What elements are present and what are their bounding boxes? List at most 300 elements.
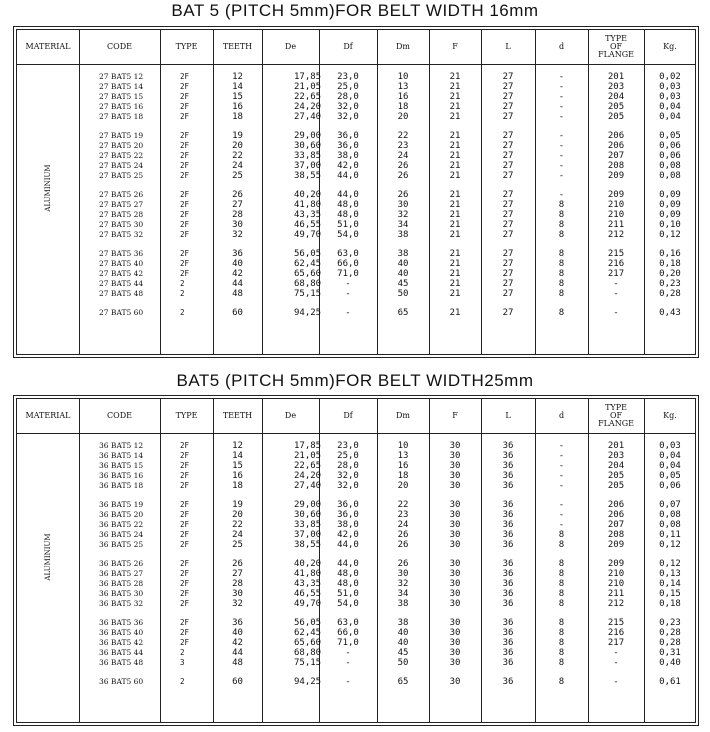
d-cell: - — [558, 131, 565, 141]
spec-table — [13, 395, 699, 726]
teeth-cell: 20 — [232, 510, 243, 520]
teeth-cell: 12 — [232, 441, 243, 451]
de-cell: 33,85 — [294, 520, 322, 530]
kg-cell: 0,28 — [659, 628, 681, 638]
type-cell: 2F — [180, 112, 190, 121]
l-cell: 36 — [502, 569, 514, 579]
f-cell: 30 — [449, 569, 461, 579]
f-cell: 21 — [449, 171, 461, 181]
kg-cell: 0,15 — [659, 589, 681, 599]
d-cell: - — [558, 82, 565, 92]
dm-cell: 13 — [397, 82, 409, 92]
l-cell: 36 — [502, 451, 514, 461]
flange-cell: 206 — [607, 141, 625, 151]
d-cell: 8 — [558, 230, 565, 240]
code-cell: 36 BAT5 40 — [99, 628, 144, 637]
de-cell: 37,00 — [294, 530, 322, 540]
flange-cell: 206 — [607, 131, 625, 141]
column-header: De — [284, 42, 297, 51]
table-title: BAT5 (PITCH 5mm)FOR BELT WIDTH25mm — [176, 371, 534, 390]
df-cell: 28,0 — [337, 92, 359, 102]
kg-cell: 0,03 — [659, 92, 681, 102]
l-cell: 36 — [502, 471, 514, 481]
d-cell: 8 — [558, 599, 565, 609]
l-cell: 27 — [502, 289, 514, 299]
code-cell: 27 BAT5 44 — [99, 279, 144, 288]
df-cell: 66,0 — [337, 628, 359, 638]
df-cell: 32,0 — [337, 471, 359, 481]
type-cell: 2F — [180, 190, 190, 199]
d-cell: 8 — [558, 589, 565, 599]
df-cell: 44,0 — [337, 171, 359, 181]
de-cell: 30,60 — [294, 141, 322, 151]
code-cell: 27 BAT5 25 — [99, 171, 144, 180]
flange-cell: 201 — [607, 72, 625, 82]
de-cell: 56,05 — [294, 249, 322, 259]
code-cell: 36 BAT5 36 — [99, 618, 144, 627]
l-cell: 27 — [502, 72, 514, 82]
teeth-cell: 42 — [232, 638, 243, 648]
d-cell: - — [558, 151, 565, 161]
l-cell: 36 — [502, 441, 514, 451]
type-cell: 2F — [180, 102, 190, 111]
d-cell: 8 — [558, 210, 565, 220]
column-header: L — [505, 411, 511, 420]
d-cell: 8 — [558, 279, 565, 289]
teeth-cell: 19 — [232, 131, 243, 141]
de-cell: 65,60 — [294, 638, 322, 648]
df-cell: 23,0 — [337, 72, 359, 82]
d-cell: - — [558, 500, 565, 510]
code-cell: 36 BAT5 19 — [99, 500, 144, 509]
teeth-cell: 36 — [232, 618, 243, 628]
teeth-cell: 14 — [232, 82, 243, 92]
df-cell: - — [345, 677, 351, 687]
flange-cell: 208 — [607, 530, 625, 540]
code-cell: 27 BAT5 14 — [99, 82, 144, 91]
type-cell: 3 — [180, 658, 185, 667]
flange-cell: 210 — [607, 579, 625, 589]
kg-cell: 0,12 — [659, 559, 681, 569]
column-header: Dm — [396, 42, 410, 51]
code-cell: 27 BAT5 42 — [99, 269, 144, 278]
kg-cell: 0,18 — [659, 259, 681, 269]
column-divider — [644, 30, 645, 354]
flange-cell: 217 — [607, 269, 625, 279]
column-header: d — [558, 42, 565, 51]
dm-cell: 26 — [397, 540, 409, 550]
df-cell: 71,0 — [337, 269, 359, 279]
dm-cell: 34 — [397, 589, 409, 599]
dm-cell: 26 — [397, 171, 409, 181]
dm-cell: 65 — [397, 677, 409, 687]
code-cell: 36 BAT5 16 — [99, 471, 144, 480]
f-cell: 21 — [449, 289, 461, 299]
kg-cell: 0,40 — [659, 658, 681, 668]
flange-cell: 204 — [607, 461, 625, 471]
kg-cell: 0,23 — [659, 279, 681, 289]
dm-cell: 40 — [397, 628, 409, 638]
de-cell: 22,65 — [294, 461, 322, 471]
kg-cell: 0,12 — [659, 540, 681, 550]
dm-cell: 16 — [397, 461, 409, 471]
kg-cell: 0,08 — [659, 161, 681, 171]
flange-cell: 205 — [607, 112, 625, 122]
l-cell: 36 — [502, 677, 514, 687]
dm-cell: 23 — [397, 510, 409, 520]
kg-cell: 0,07 — [659, 500, 681, 510]
f-cell: 30 — [449, 461, 461, 471]
flange-cell: 217 — [607, 638, 625, 648]
de-cell: 33,85 — [294, 151, 322, 161]
dm-cell: 24 — [397, 520, 409, 530]
df-cell: 42,0 — [337, 161, 359, 171]
material-label: ALUMINIUM — [44, 164, 52, 212]
code-cell: 27 BAT5 20 — [99, 141, 144, 150]
teeth-cell: 30 — [232, 589, 243, 599]
dm-cell: 45 — [397, 279, 409, 289]
code-cell: 27 BAT5 60 — [99, 308, 144, 317]
d-cell: 8 — [558, 559, 565, 569]
l-cell: 36 — [502, 648, 514, 658]
kg-cell: 0,23 — [659, 618, 681, 628]
f-cell: 30 — [449, 441, 461, 451]
l-cell: 36 — [502, 461, 514, 471]
l-cell: 36 — [502, 559, 514, 569]
column-header: TYPE OF FLANGE — [598, 403, 634, 428]
dm-cell: 24 — [397, 151, 409, 161]
l-cell: 36 — [502, 618, 514, 628]
de-cell: 29,00 — [294, 131, 322, 141]
type-cell: 2F — [180, 131, 190, 140]
kg-cell: 0,20 — [659, 269, 681, 279]
f-cell: 30 — [449, 540, 461, 550]
de-cell: 65,60 — [294, 269, 322, 279]
df-cell: 48,0 — [337, 200, 359, 210]
kg-cell: 0,05 — [659, 471, 681, 481]
f-cell: 21 — [449, 151, 461, 161]
l-cell: 36 — [502, 530, 514, 540]
de-cell: 37,00 — [294, 161, 322, 171]
df-cell: 36,0 — [337, 131, 359, 141]
d-cell: - — [558, 72, 565, 82]
d-cell: 8 — [558, 269, 565, 279]
column-divider — [262, 30, 263, 354]
column-header: CODE — [107, 411, 132, 420]
d-cell: 8 — [558, 289, 565, 299]
code-cell: 27 BAT5 16 — [99, 102, 144, 111]
dm-cell: 20 — [397, 481, 409, 491]
column-divider — [588, 30, 589, 354]
kg-cell: 0,04 — [659, 451, 681, 461]
d-cell: - — [558, 510, 565, 520]
f-cell: 30 — [449, 530, 461, 540]
kg-cell: 0,03 — [659, 82, 681, 92]
column-header: Df — [343, 411, 353, 420]
dm-cell: 26 — [397, 530, 409, 540]
type-cell: 2F — [180, 500, 190, 509]
type-cell: 2F — [180, 269, 190, 278]
df-cell: 36,0 — [337, 510, 359, 520]
dm-cell: 45 — [397, 648, 409, 658]
f-cell: 21 — [449, 161, 461, 171]
column-divider — [79, 399, 80, 722]
df-cell: 48,0 — [337, 579, 359, 589]
l-cell: 27 — [502, 259, 514, 269]
d-cell: 8 — [558, 579, 565, 589]
l-cell: 27 — [502, 131, 514, 141]
de-cell: 49,70 — [294, 599, 322, 609]
de-cell: 21,05 — [294, 82, 322, 92]
kg-cell: 0,43 — [659, 308, 681, 318]
type-cell: 2F — [180, 259, 190, 268]
code-cell: 27 BAT5 24 — [99, 161, 144, 170]
l-cell: 36 — [502, 589, 514, 599]
kg-cell: 0,04 — [659, 112, 681, 122]
teeth-cell: 28 — [232, 210, 243, 220]
d-cell: - — [558, 471, 565, 481]
df-cell: - — [345, 658, 351, 668]
code-cell: 27 BAT5 36 — [99, 249, 144, 258]
l-cell: 27 — [502, 200, 514, 210]
teeth-cell: 44 — [232, 279, 243, 289]
d-cell: - — [558, 520, 565, 530]
l-cell: 27 — [502, 82, 514, 92]
type-cell: 2F — [180, 441, 190, 450]
type-cell: 2F — [180, 628, 190, 637]
d-cell: - — [558, 161, 565, 171]
f-cell: 21 — [449, 230, 461, 240]
f-cell: 21 — [449, 82, 461, 92]
teeth-cell: 27 — [232, 200, 243, 210]
code-cell: 36 BAT5 48 — [99, 658, 144, 667]
l-cell: 27 — [502, 308, 514, 318]
type-cell: 2F — [180, 510, 190, 519]
teeth-cell: 60 — [232, 677, 243, 687]
l-cell: 36 — [502, 481, 514, 491]
f-cell: 30 — [449, 579, 461, 589]
code-cell: 27 BAT5 40 — [99, 259, 144, 268]
f-cell: 21 — [449, 249, 461, 259]
teeth-cell: 32 — [232, 230, 243, 240]
code-cell: 27 BAT5 22 — [99, 151, 144, 160]
kg-cell: 0,08 — [659, 510, 681, 520]
kg-cell: 0,10 — [659, 220, 681, 230]
teeth-cell: 18 — [232, 481, 243, 491]
l-cell: 27 — [502, 112, 514, 122]
de-cell: 27,40 — [294, 481, 322, 491]
l-cell: 27 — [502, 220, 514, 230]
teeth-cell: 22 — [232, 151, 243, 161]
kg-cell: 0,14 — [659, 579, 681, 589]
l-cell: 27 — [502, 171, 514, 181]
teeth-cell: 14 — [232, 451, 243, 461]
type-cell: 2F — [180, 451, 190, 460]
f-cell: 30 — [449, 471, 461, 481]
l-cell: 36 — [502, 638, 514, 648]
flange-cell: 207 — [607, 520, 625, 530]
kg-cell: 0,04 — [659, 461, 681, 471]
column-header: Dm — [396, 411, 410, 420]
dm-cell: 18 — [397, 471, 409, 481]
de-cell: 17,85 — [294, 72, 322, 82]
df-cell: 48,0 — [337, 569, 359, 579]
df-cell: 63,0 — [337, 249, 359, 259]
flange-cell: 212 — [607, 599, 625, 609]
column-divider — [377, 30, 378, 354]
d-cell: 8 — [558, 308, 565, 318]
teeth-cell: 27 — [232, 569, 243, 579]
code-cell: 27 BAT5 27 — [99, 200, 144, 209]
flange-cell: 201 — [607, 441, 625, 451]
dm-cell: 10 — [397, 72, 409, 82]
de-cell: 46,55 — [294, 589, 322, 599]
code-cell: 27 BAT5 12 — [99, 72, 144, 81]
d-cell: 8 — [558, 648, 565, 658]
dm-cell: 18 — [397, 102, 409, 112]
d-cell: 8 — [558, 530, 565, 540]
teeth-cell: 25 — [232, 171, 243, 181]
teeth-cell: 20 — [232, 141, 243, 151]
code-cell: 36 BAT5 26 — [99, 559, 144, 568]
dm-cell: 13 — [397, 451, 409, 461]
teeth-cell: 15 — [232, 461, 243, 471]
kg-cell: 0,12 — [659, 230, 681, 240]
de-cell: 41,80 — [294, 200, 322, 210]
teeth-cell: 19 — [232, 500, 243, 510]
flange-cell: - — [613, 279, 619, 289]
kg-cell: 0,08 — [659, 171, 681, 181]
dm-cell: 10 — [397, 441, 409, 451]
flange-cell: 211 — [607, 220, 625, 230]
de-cell: 29,00 — [294, 500, 322, 510]
type-cell: 2 — [180, 677, 185, 686]
flange-cell: - — [613, 308, 619, 318]
de-cell: 46,55 — [294, 220, 322, 230]
d-cell: 8 — [558, 220, 565, 230]
type-cell: 2F — [180, 559, 190, 568]
code-cell: 27 BAT5 48 — [99, 289, 144, 298]
dm-cell: 50 — [397, 289, 409, 299]
type-cell: 2F — [180, 481, 190, 490]
teeth-cell: 40 — [232, 628, 243, 638]
df-cell: 36,0 — [337, 500, 359, 510]
code-cell: 36 BAT5 28 — [99, 579, 144, 588]
flange-cell: 206 — [607, 510, 625, 520]
code-cell: 36 BAT5 12 — [99, 441, 144, 450]
kg-cell: 0,18 — [659, 599, 681, 609]
df-cell: 51,0 — [337, 220, 359, 230]
teeth-cell: 44 — [232, 648, 243, 658]
d-cell: 8 — [558, 618, 565, 628]
flange-cell: 209 — [607, 171, 625, 181]
dm-cell: 22 — [397, 500, 409, 510]
df-cell: 25,0 — [337, 82, 359, 92]
kg-cell: 0,06 — [659, 151, 681, 161]
teeth-cell: 60 — [232, 308, 243, 318]
code-cell: 36 BAT5 22 — [99, 520, 144, 529]
table-title: BAT 5 (PITCH 5mm)FOR BELT WIDTH 16mm — [171, 1, 539, 20]
df-cell: 32,0 — [337, 481, 359, 491]
column-header: Kg. — [663, 411, 677, 420]
d-cell: - — [558, 171, 565, 181]
de-cell: 94,25 — [294, 677, 322, 687]
d-cell: 8 — [558, 259, 565, 269]
type-cell: 2F — [180, 638, 190, 647]
df-cell: 38,0 — [337, 520, 359, 530]
column-divider — [160, 399, 161, 722]
de-cell: 17,85 — [294, 441, 322, 451]
de-cell: 75,15 — [294, 289, 322, 299]
de-cell: 21,05 — [294, 451, 322, 461]
kg-cell: 0,31 — [659, 648, 681, 658]
type-cell: 2 — [180, 308, 185, 317]
type-cell: 2 — [180, 279, 185, 288]
column-divider — [79, 30, 80, 354]
l-cell: 36 — [502, 628, 514, 638]
column-divider — [262, 399, 263, 722]
code-cell: 36 BAT5 60 — [99, 677, 144, 686]
type-cell: 2F — [180, 530, 190, 539]
df-cell: - — [345, 308, 351, 318]
column-header: TYPE — [175, 411, 198, 420]
l-cell: 27 — [502, 102, 514, 112]
l-cell: 36 — [502, 540, 514, 550]
flange-cell: 212 — [607, 230, 625, 240]
teeth-cell: 26 — [232, 559, 243, 569]
dm-cell: 20 — [397, 112, 409, 122]
dm-cell: 32 — [397, 579, 409, 589]
column-divider — [535, 30, 536, 354]
code-cell: 36 BAT5 20 — [99, 510, 144, 519]
f-cell: 30 — [449, 520, 461, 530]
de-cell: 62,45 — [294, 259, 322, 269]
flange-cell: - — [613, 677, 619, 687]
type-cell: 2F — [180, 141, 190, 150]
flange-cell: - — [613, 648, 619, 658]
dm-cell: 38 — [397, 230, 409, 240]
code-cell: 27 BAT5 32 — [99, 230, 144, 239]
de-cell: 43,35 — [294, 210, 322, 220]
code-cell: 27 BAT5 26 — [99, 190, 144, 199]
teeth-cell: 42 — [232, 269, 243, 279]
column-header: De — [284, 411, 297, 420]
type-cell: 2F — [180, 579, 190, 588]
dm-cell: 40 — [397, 638, 409, 648]
f-cell: 30 — [449, 677, 461, 687]
column-divider — [160, 30, 161, 354]
teeth-cell: 25 — [232, 540, 243, 550]
code-cell: 27 BAT5 15 — [99, 92, 144, 101]
f-cell: 21 — [449, 141, 461, 151]
flange-cell: 205 — [607, 481, 625, 491]
kg-cell: 0,06 — [659, 141, 681, 151]
de-cell: 75,15 — [294, 658, 322, 668]
de-cell: 30,60 — [294, 510, 322, 520]
df-cell: 54,0 — [337, 230, 359, 240]
code-cell: 27 BAT5 19 — [99, 131, 144, 140]
d-cell: - — [558, 461, 565, 471]
type-cell: 2F — [180, 589, 190, 598]
d-cell: - — [558, 190, 565, 200]
d-cell: 8 — [558, 249, 565, 259]
kg-cell: 0,16 — [659, 249, 681, 259]
code-cell: 27 BAT5 28 — [99, 210, 144, 219]
code-cell: 36 BAT5 44 — [99, 648, 144, 657]
f-cell: 21 — [449, 131, 461, 141]
de-cell: 49,70 — [294, 230, 322, 240]
f-cell: 21 — [449, 210, 461, 220]
